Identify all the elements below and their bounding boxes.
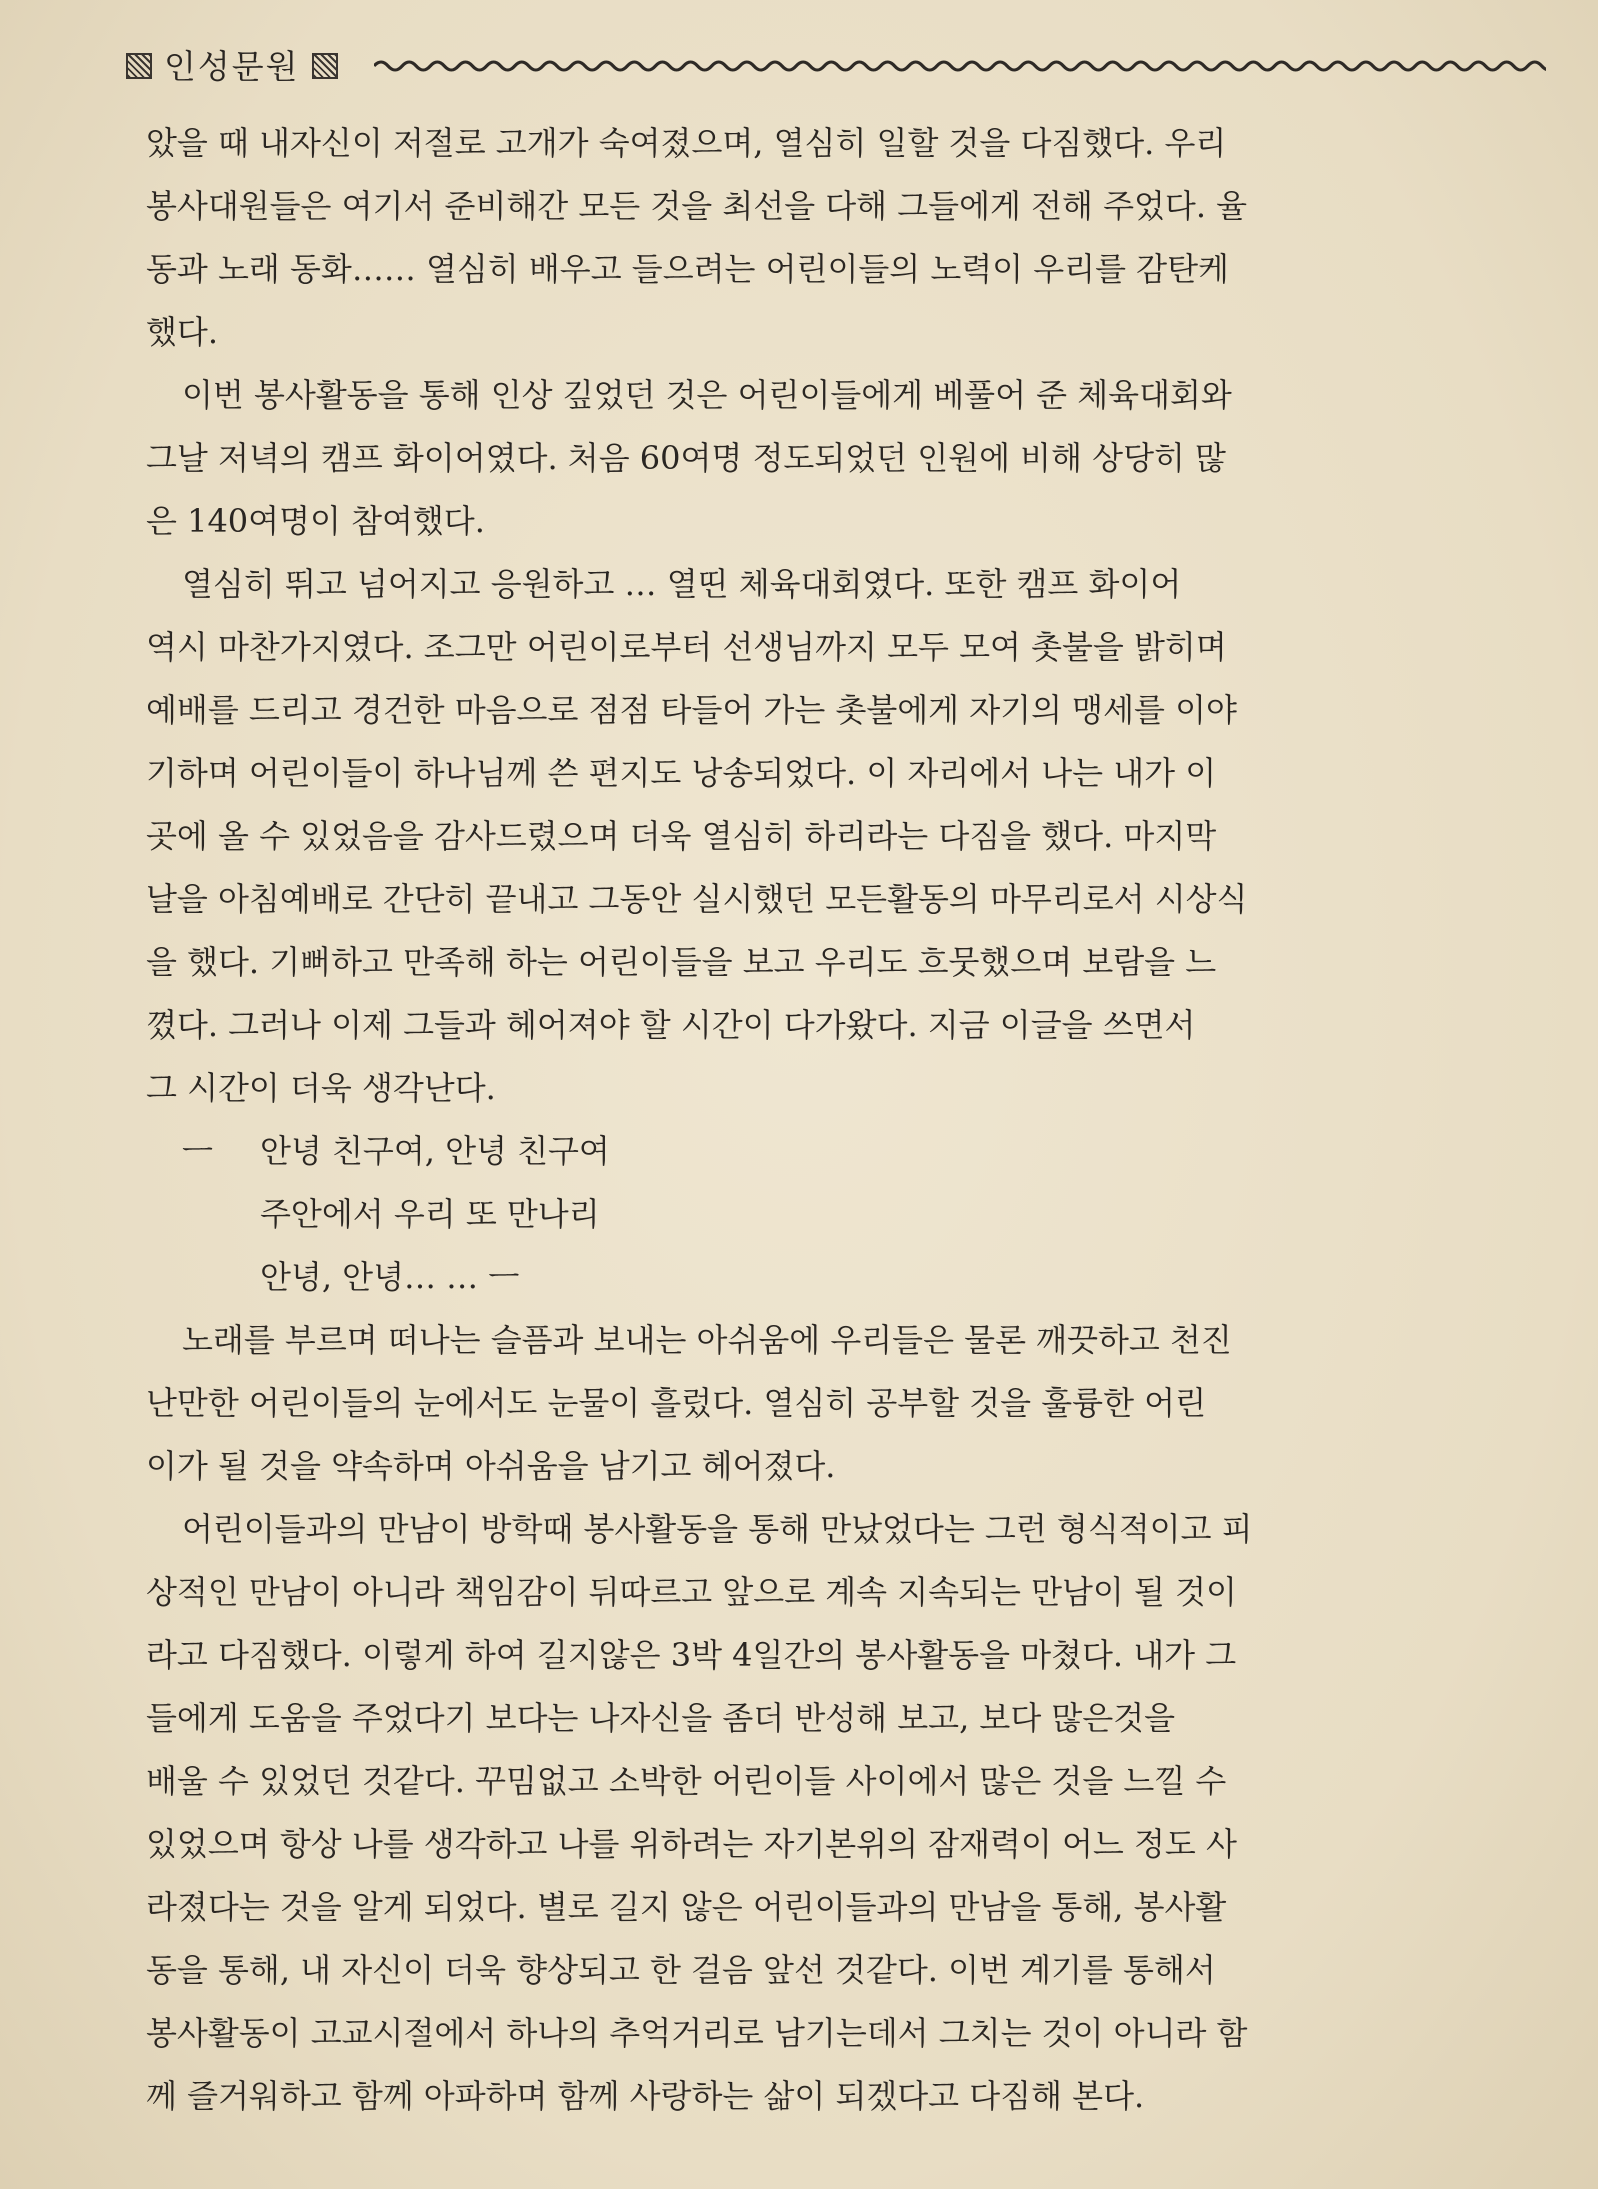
song-line xyxy=(146,1120,1536,1183)
text-line: 을 했다. 기뻐하고 만족해 하는 어린이들을 보고 우리도 흐뭇했으며 보람을 느 xyxy=(146,943,1217,981)
text-line: 이번 봉사활동을 통해 인상 깊었던 것은 어린이들에게 베풀어 준 체육대회와 xyxy=(182,376,1232,414)
text-line: 동을 통해, 내 자신이 더욱 향상되고 한 걸음 앞선 것같다. 이번 계기를 통해서 xyxy=(146,1951,1216,1989)
text-line: 예배를 드리고 경건한 마음으로 점점 타들어 가는 촛불에게 자기의 맹세를 이야 xyxy=(146,691,1237,729)
text-line: 께 즐거워하고 함께 아파하며 함께 사랑하는 삶이 되겠다고 다짐해 본다. xyxy=(146,2077,1145,2115)
text-line: 이가 될 것을 약속하며 아쉬움을 남기고 헤어졌다. xyxy=(146,1447,836,1485)
song-line: 주안에서 우리 또 만나리 xyxy=(260,1195,600,1233)
paragraph-3 xyxy=(146,553,1536,1120)
paragraph-4 xyxy=(146,1309,1536,1498)
text-line: 배울 수 있었던 것같다. 꾸밈없고 소박한 어린이들 사이에서 많은 것을 느낄 수 xyxy=(146,1762,1227,1800)
song-dash: ㅡ xyxy=(182,1132,213,1170)
text-line: 은 140여명이 참여했다. xyxy=(146,502,485,540)
hatched-square-right-icon xyxy=(312,53,338,79)
hatched-square-left-icon xyxy=(126,53,152,79)
text-line: 열심히 뛰고 넘어지고 응원하고 … 열띤 체육대회였다. 또한 캠프 화이어 xyxy=(182,565,1182,603)
text-line: 았을 때 내자신이 저절로 고개가 숙여졌으며, 열심히 일할 것을 다짐했다. 우리 xyxy=(146,124,1227,162)
paragraph-1 xyxy=(146,112,1536,364)
text-line: 라졌다는 것을 알게 되었다. 별로 길지 않은 어린이들과의 만남을 통해, 봉사활 xyxy=(146,1888,1227,1926)
wavy-rule-ornament xyxy=(374,60,1546,72)
text-line: 봉사대원들은 여기서 준비해간 모든 것을 최선을 다해 그들에게 전해 주었다. 율 xyxy=(146,187,1248,225)
text-line: 어린이들과의 만남이 방학때 봉사활동을 통해 만났었다는 그런 형식적이고 피 xyxy=(182,1510,1253,1548)
paragraph-2 xyxy=(146,364,1536,553)
song-line: 안녕, 안녕… … ㅡ xyxy=(260,1258,520,1296)
text-line: 역시 마찬가지였다. 조그만 어린이로부터 선생님까지 모두 모여 촛불을 밝히며 xyxy=(146,628,1227,666)
text-line: 꼈다. 그러나 이제 그들과 헤어져야 할 시간이 다가왔다. 지금 이글을 쓰면서 xyxy=(146,1006,1196,1044)
paragraph-5 xyxy=(146,1498,1536,2128)
text-line: 상적인 만남이 아니라 책임감이 뒤따르고 앞으로 계속 지속되는 만남이 될 것이 xyxy=(146,1573,1237,1611)
text-line: 들에게 도움을 주었다기 보다는 나자신을 좀더 반성해 보고, 보다 많은것을 xyxy=(146,1699,1176,1737)
text-line: 동과 노래 동화…… 열심히 배우고 들으려는 어린이들의 노력이 우리를 감탄케 xyxy=(146,250,1229,288)
text-line: 라고 다짐했다. 이렇게 하여 길지않은 3박 4일간의 봉사활동을 마쳤다. 내가 그 xyxy=(146,1636,1237,1674)
text-line: 기하며 어린이들이 하나님께 쓴 편지도 낭송되었다. 이 자리에서 나는 내가 이 xyxy=(146,754,1217,792)
text-line: 노래를 부르며 떠나는 슬픔과 보내는 아쉬움에 우리들은 물론 깨끗하고 천진 xyxy=(182,1321,1232,1359)
song-lyrics xyxy=(146,1120,1536,1309)
article-body xyxy=(146,112,1536,2128)
text-line: 그날 저녁의 캠프 화이어였다. 처음 60여명 정도되었던 인원에 비해 상당히 많 xyxy=(146,439,1226,477)
text-line: 봉사활동이 고교시절에서 하나의 추억거리로 남기는데서 그치는 것이 아니라 함 xyxy=(146,2014,1248,2052)
song-line-text: 안녕 친구여, 안녕 친구여 xyxy=(260,1132,610,1170)
text-line: 난만한 어린이들의 눈에서도 눈물이 흘렀다. 열심히 공부할 것을 훌륭한 어린 xyxy=(146,1384,1206,1422)
running-header xyxy=(126,44,1546,88)
text-line: 했다. xyxy=(146,313,218,351)
section-title: 인성문원 xyxy=(164,46,300,86)
text-line: 그 시간이 더욱 생각난다. xyxy=(146,1069,496,1107)
text-line: 있었으며 항상 나를 생각하고 나를 위하려는 자기본위의 잠재력이 어느 정도 사 xyxy=(146,1825,1237,1863)
text-line: 곳에 올 수 있었음을 감사드렸으며 더욱 열심히 하리라는 다짐을 했다. 마지막 xyxy=(146,817,1217,855)
text-line: 날을 아침예배로 간단히 끝내고 그동안 실시했던 모든활동의 마무리로서 시상식 xyxy=(146,880,1248,918)
